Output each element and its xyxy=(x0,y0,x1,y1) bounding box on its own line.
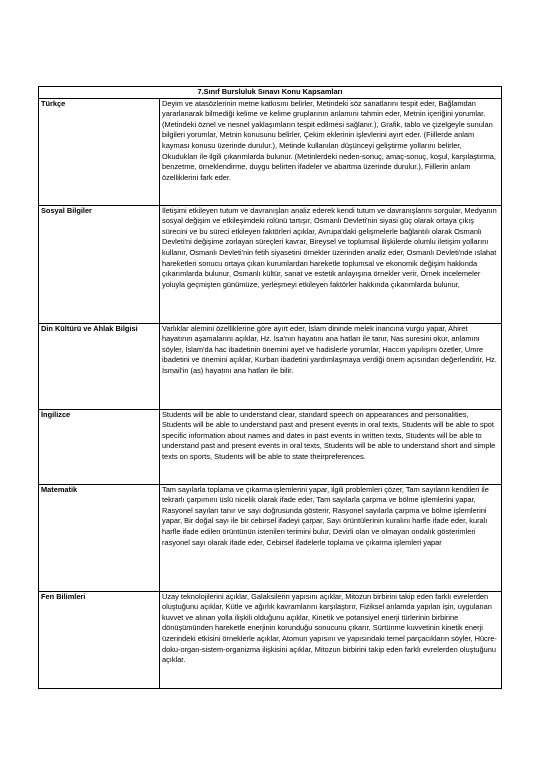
subject-content: Tam sayılarla toplama ve çıkarma işlemlerini yapar, ilgili problemleri çözer, Tam sayıların kendileri ile tekrarlı çarpımını üslü nicelik olarak ifade eder, Tam sayılarla çarpma ve bölme işlemlerini yapar, Rasyonel sayıları tanır ve sayı doğrusunda gösterir, Rasyonel sayılarla çarpma ve bölme işlemlerini yapar, Bir doğal sayı ile bir cebirsel ifadeyi çarpar, Sayı örüntülerinin kuralını harfle ifade eder, kuralı harfle ifade edilen örüntünün istenilen terimini bulur, Devirli olan ve olmayan ondalık gösterimleri rasyonel sayı olarak ifade eder, Cebirsel ifadelerle toplama ve çıkarma işlemleri yapar xyxy=(160,484,502,591)
subject-content: Varlıklar alemini özelliklerine göre ayırt eder, İslam dininde melek inancına vurgu yapar, Ahiret hayatının aşamalarını açıklar, Hz. İsa'nın hayatını ana hatları ile tanır, Nas suresini okur, anlamını söyler, İslam'da hac ibadetinin önemini ayet ve hadislerle yorumlar, Haccın yapılışını özetler, Umre ibadetini ve önemini açıklar, Kurban ibadetini yardımlaşmaya verdiği önem açısından değerlendirir, Hz. İsmail'in (as) hayatını ana hatları ile bilir. xyxy=(160,323,502,409)
subject-name: Fen Bilimleri xyxy=(39,591,160,688)
subject-name: İngilizce xyxy=(39,409,160,484)
table-row xyxy=(39,484,502,591)
subject-name: Türkçe xyxy=(39,98,160,205)
curriculum-scope-table xyxy=(38,86,502,689)
table-row xyxy=(39,591,502,688)
subject-content: Uzay teknolojilerini açıklar, Galaksilerin yapısını açıklar, Mitozun birbirini takip eden farklı evrelerden oluştuğunu açıklar, Kütle ve ağırlık kavramlarını karşılaştırır, Fiziksel anlamda yapılan işin, uygulanan kuvvet ve alınan yolla ilişkili olduğunu açıklar, Kinetik ve potansiyel enerji türlerinin birbirine dönüşümünden hareketle enerjinin korunduğu sonucunu çıkarır, Sürtünme kuvvetinin kinetik enerji üzerindeki etkisini örneklerle açıklar, Atomun yapısını ve yapısındaki temel parçacıkların söyler, Hücre-doku-organ-sistem-organizma ilişkisini açıklar, Mitozun birbirini takip eden farklı evrelerden oluştuğunu açıklar. xyxy=(160,591,502,688)
table-title: 7.Sınıf Bursluluk Sınavı Konu Kapsamları xyxy=(39,87,502,99)
subject-content: Deyim ve atasözlerinin metne katkısını belirler, Metindeki söz sanatlarını tespit eder, Bağlamdan yararlanarak bilmediği kelime ve kelime gruplarının anlamını tahmin eder, Metnin içeriğini yorumlar. (Metindeki öznel ve nesnel yaklaşımların tespit edilmesi sağlanır.), Grafik, tablo ve çizelgeyle sunulan bilgileri yorumlar, Metnin konusunu belirler, Çekim eklerinin işlevlerini ayırt eder. (Fiillerde anlam kayması konusu üzerinde durulur.), Metinde kullanılan düşünceyi geliştirme yollarını belirler, Okudukları ile ilgili çıkarımlarda bulunur. (Metinlerdeki neden-sonuç, amaç-sonuç, koşul, karşılaştırma, benzetme, örneklendirme, duygu belirten ifadeler ve abartma üzerinde durulur.), Fiillerin anlam özelliklerini fark eder. xyxy=(160,98,502,205)
table-row xyxy=(39,205,502,323)
table-row xyxy=(39,323,502,409)
subject-content: İletişimi etkileyen tutum ve davranışları analiz ederek kendi tutum ve davranışlarını sorgular, Medyanın sosyal değişim ve etkileşimdeki rolünü tartışır, Osmanlı Devleti'nin siyasi güç olarak ortaya çıkış sürecini ve bu süreci etkileyen faktörleri açıklar, Avrupa'daki gelişmelerle bağlantılı olarak Osmanlı Devleti'ni değişime zorlayan süreçleri kavrar, Bireysel ve toplumsal ilişkilerde olumlu iletişim yollarını kullanır, Osmanlı Devleti'nin fetih siyasetini örnekler üzerinden analiz eder, Osmanlı Devleti'nde ıslahat hareketleri sonucu ortaya çıkan kurumlardan hareketle toplumsal ve ekonomik değişim hakkında çıkarımlarda bulunur, Osmanlı kültür, sanat ve estetik anlayışına örnekler verir, Örnek incelemeler yoluyla geçmişten günümüze, yerleşmeyi etkileyen faktörler hakkında çıkarımlarda bulunur, xyxy=(160,205,502,323)
subject-name: Matematik xyxy=(39,484,160,591)
table-header-row xyxy=(39,87,502,99)
subject-content: Students will be able to understand clear, standard speech on appearances and personalities, Students will be able to understand past and present events in oral texts, Students will be able to spot specific information about names and dates in past events in written texts, Students will be able to understand past and present events in oral texts, Students will be able to understand short and simple texts on sports, Students will be able to state theirpreferences. xyxy=(160,409,502,484)
subject-name: Sosyal Bilgiler xyxy=(39,205,160,323)
table-row xyxy=(39,98,502,205)
subject-name: Din Kültürü ve Ahlak Bilgisi xyxy=(39,323,160,409)
table-row xyxy=(39,409,502,484)
